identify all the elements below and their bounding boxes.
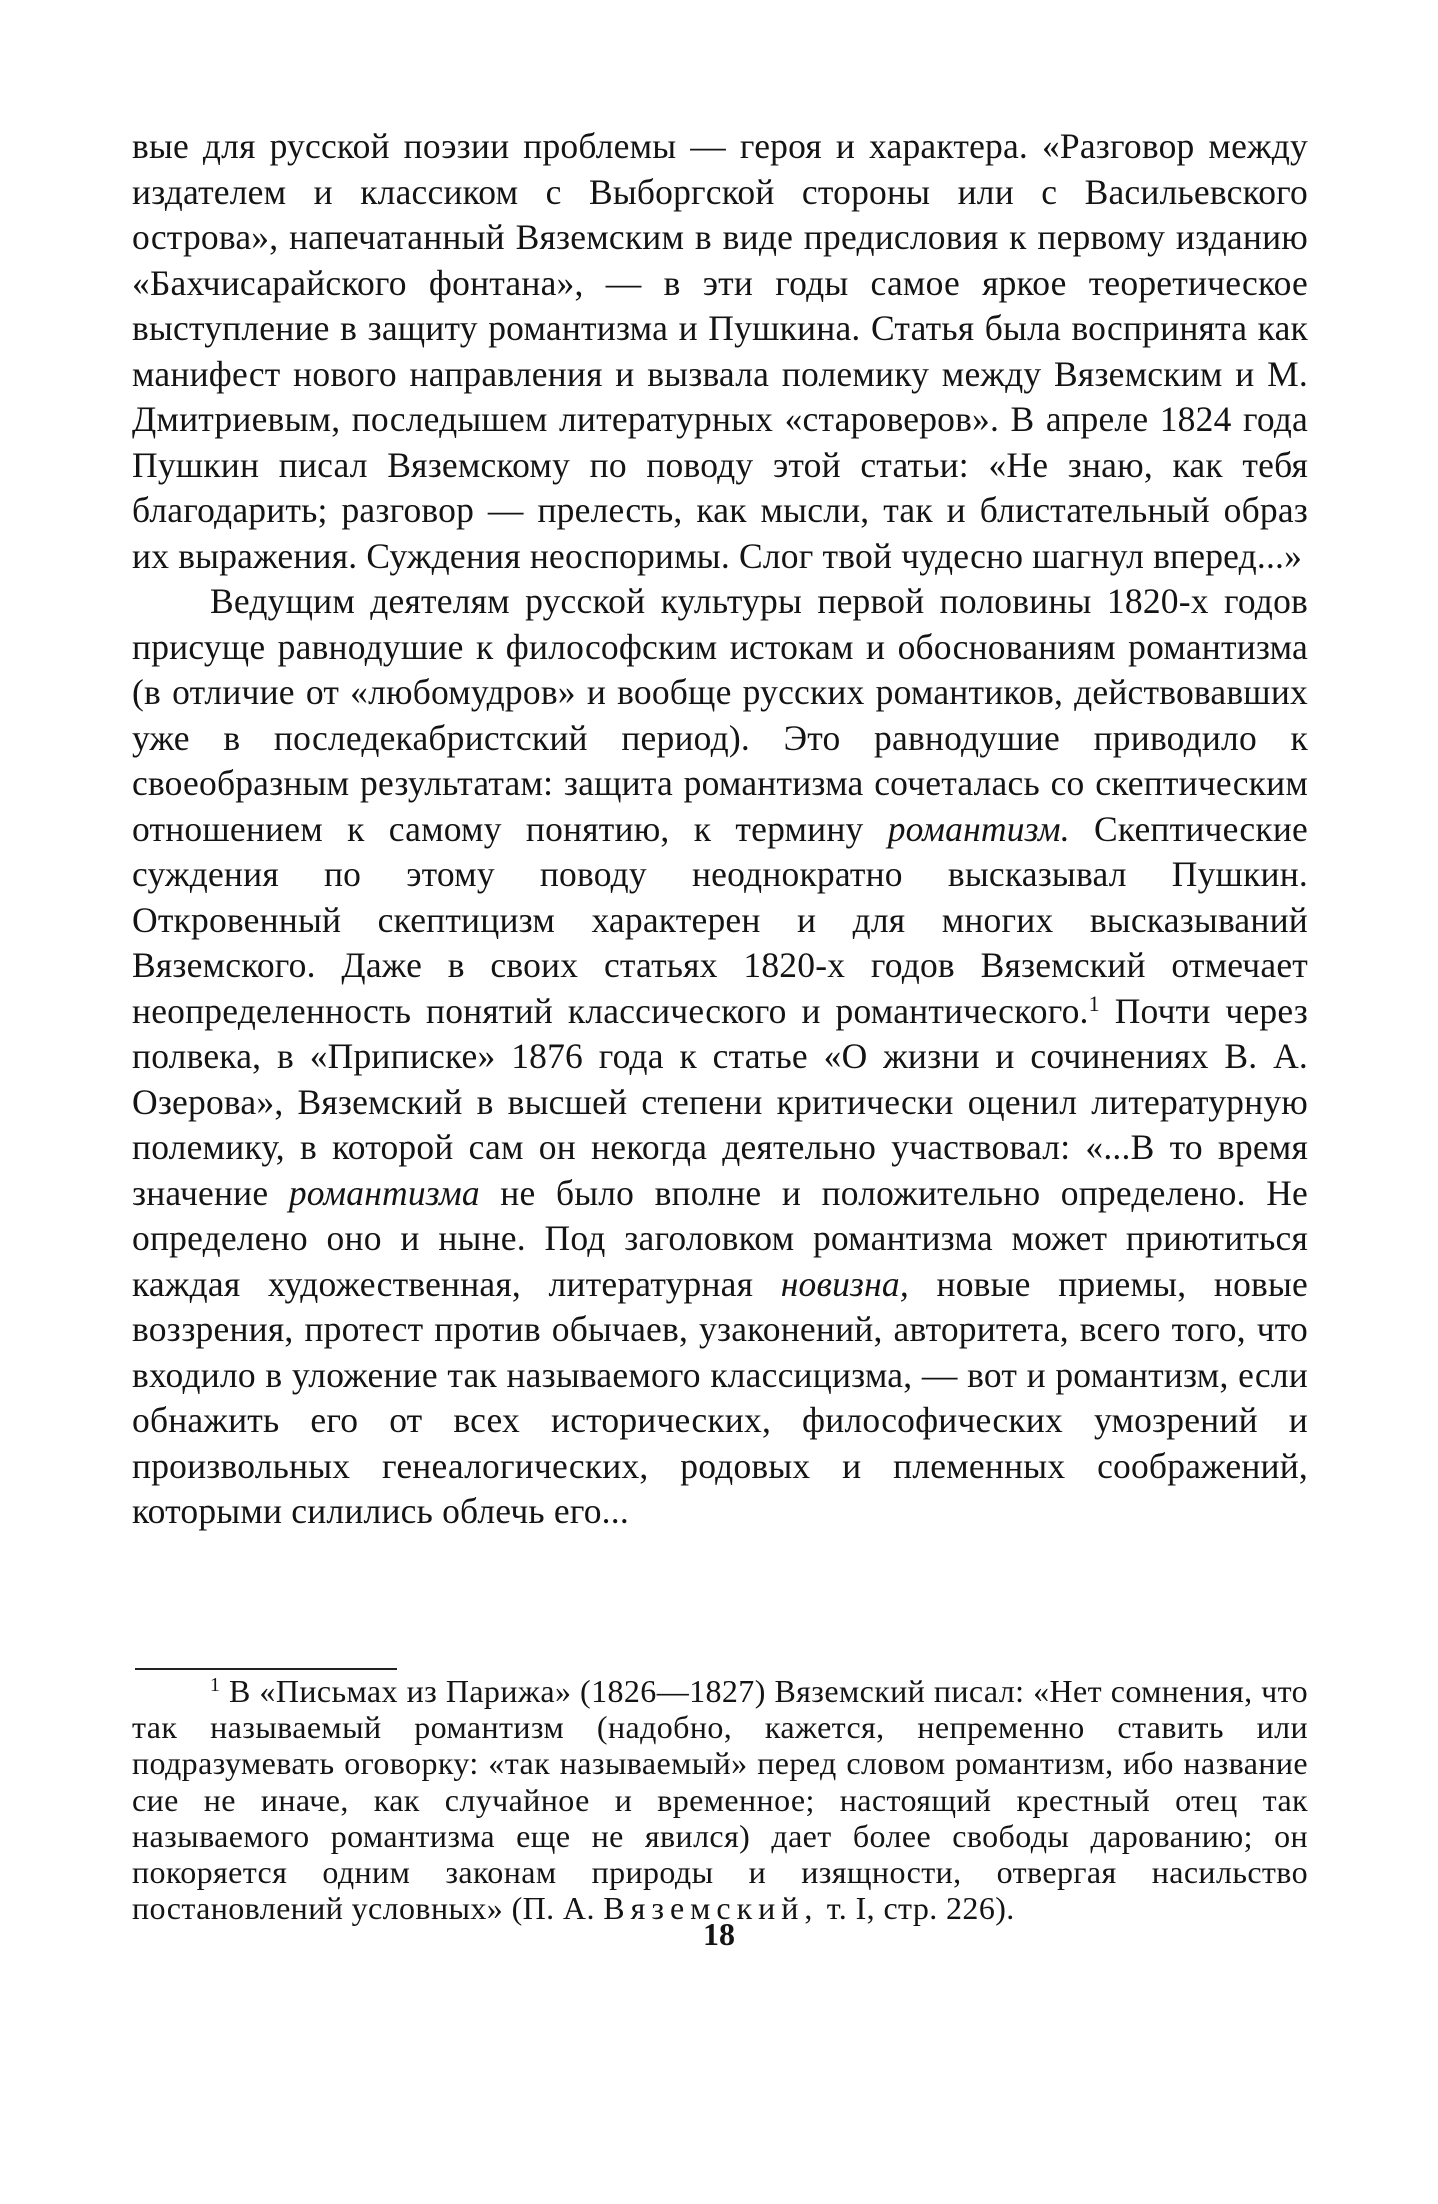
footnote-source: т. I, стр. 226). xyxy=(818,1890,1015,1927)
footnote-1 xyxy=(132,1673,1308,1926)
footnote-reference: 1 xyxy=(1088,990,1100,1016)
italic-term-romanticism-genitive: романтизма xyxy=(288,1172,480,1213)
footnote-separator xyxy=(135,1668,397,1670)
footnote-marker: 1 xyxy=(210,1674,221,1697)
footnote-text: В «Письмах из Парижа» (1826—1827) Вяземский писал: «Нет сомнения, что так называемый романтизм (надобно, кажется, непременно ставить или подразумевать оговорку: «так называемый» перед словом романтизм, ибо название сие не иначе, как случайное и временное; настоящий крестный отец так называемого романтизма еще не явился) дает более свободы дарованию; он покоряется одним законам природы и изящности, отвергая насильство постановлений условных» (П. А. xyxy=(132,1673,1308,1927)
page-number: 18 xyxy=(703,1916,735,1952)
paragraph-1-text: вые для русской поэзии проблемы — героя и характера. «Разговор между издателем и классиком с Выборгской стороны или с Васильевского острова», напечатанный Вяземским в виде предисловия к первому изданию «Бахчисарайского фонтана», — в эти годы самое яркое теоретическое выступление в защиту романтизма и Пушкина. Статья была воспринята как манифест нового направления и вызвала полемику между Вяземским и М. Дмитриевым, последышем литературных «староверов». В апреле 1824 года Пушкин писал Вяземскому по поводу этой статьи: «Не знаю, как тебя благодарить; разговор — прелесть, как мысли, так и блистательный образ их выражения. Суждения неоспоримы. Слог твой чудесно шагнул вперед...» xyxy=(132,126,1308,576)
footnote-author: Вяземский, xyxy=(603,1890,819,1927)
italic-term-novelty: новизна, xyxy=(780,1263,909,1304)
paragraph-2-part-2: Скептические суждения по этому поводу неоднократно высказывал Пушкин. Откровенный скептицизм характерен и для многих высказываний Вяземского. Даже в своих статьях 1820-х годов Вяземский отмечает неопределенность понятий классического и романтического. xyxy=(132,808,1308,1031)
paragraph-2-part-4: не было вполне и положительно определено. Не определено оно и ныне. Под заголовком романтизма может приютиться каждая художественная, литературная xyxy=(132,1172,1308,1304)
italic-term-romanticism: романтизм. xyxy=(887,808,1070,849)
paragraph-1 xyxy=(132,124,1308,579)
paragraph-2-part-3: Почти через полвека, в «Приписке» 1876 года к статье «О жизни и сочинениях В. А. Озерова», Вяземский в высшей степени критически оценил литературную полемику, в которой сам он некогда деятельно участвовал: «...В то время значение xyxy=(132,990,1308,1213)
paragraph-2-part-1: Ведущим деятелям русской культуры первой половины 1820-х годов присуще равнодушие к философским истокам и обоснованиям романтизма (в отличие от «любомудров» и вообще русских романтиков, действовавших уже в последекабристский период). Это равнодушие приводило к своеобразным результатам: защита романтизма сочеталась со скептическим отношением к самому понятию, к термину xyxy=(132,581,1308,849)
footnote xyxy=(132,1673,1308,1926)
paragraph-2 xyxy=(132,579,1308,1535)
paragraph-2-part-5: новые приемы, новые воззрения, протест против обычаев, узаконений, авторитета, всего того, что входило в уложение так называемого классицизма, — вот и романтизм, если обнажить его от всех исторических, философических умозрений и произвольных генеалогических, родовых и племенных соображений, которыми силились облечь его... xyxy=(132,1263,1308,1531)
main-text xyxy=(132,124,1308,1535)
